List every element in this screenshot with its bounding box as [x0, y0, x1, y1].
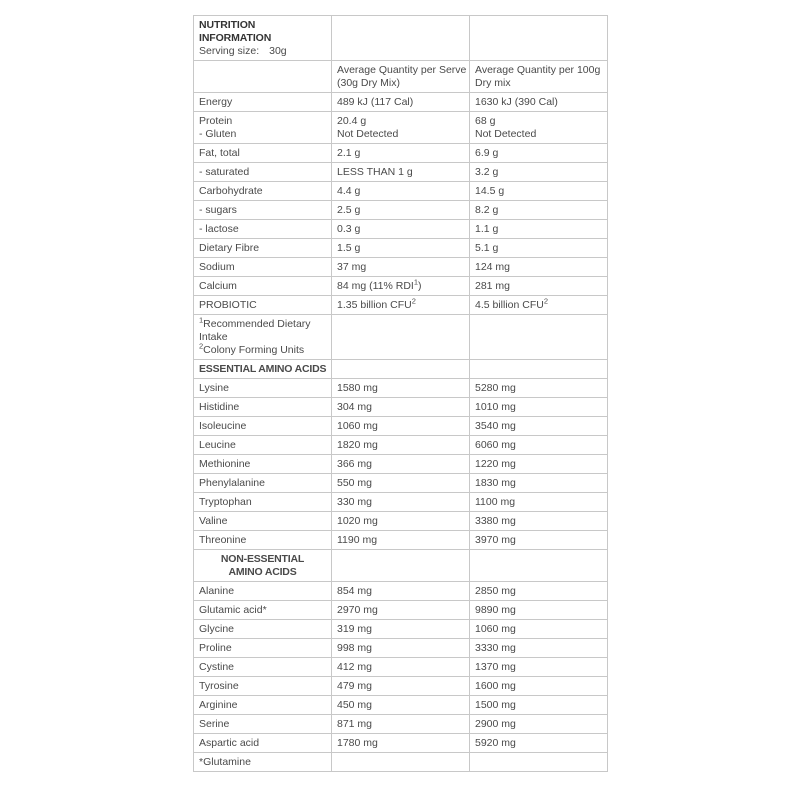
- table-row: [194, 239, 608, 258]
- empty-cell: [470, 550, 608, 582]
- value-per-serve: 1.5 g: [332, 239, 470, 258]
- table-row: [194, 201, 608, 220]
- table-row: [194, 144, 608, 163]
- table-row: [194, 493, 608, 512]
- value-per-serve: 37 mg: [332, 258, 470, 277]
- nutrient-label: Lysine: [194, 379, 332, 398]
- empty-cell: [332, 753, 470, 772]
- value-per-serve: 550 mg: [332, 474, 470, 493]
- nutrient-label: Dietary Fibre: [194, 239, 332, 258]
- table-row: [194, 601, 608, 620]
- value-per-serve: 84 mg (11% RDI$^1$): [332, 277, 470, 296]
- value-per-100g: 6060 mg: [470, 436, 608, 455]
- value-per-serve: 854 mg: [332, 582, 470, 601]
- table-row: [194, 620, 608, 639]
- nutrient-label: Leucine: [194, 436, 332, 455]
- empty-cell: [194, 61, 332, 93]
- value-per-100g: 1010 mg: [470, 398, 608, 417]
- value-per-100g: 1630 kJ (390 Cal): [470, 93, 608, 112]
- nutrient-label: Sodium: [194, 258, 332, 277]
- table-row: [194, 112, 608, 144]
- table-row: [194, 639, 608, 658]
- table-row: [194, 258, 608, 277]
- table-title: NUTRITION INFORMATION: [199, 18, 272, 44]
- serving-size-value: 30g: [269, 44, 287, 57]
- value-per-serve: 2.1 g: [332, 144, 470, 163]
- value-per-serve: LESS THAN 1 g: [332, 163, 470, 182]
- value-per-serve: 0.3 g: [332, 220, 470, 239]
- value-per-serve: 412 mg: [332, 658, 470, 677]
- value-per-100g: 3330 mg: [470, 639, 608, 658]
- table-row: [194, 182, 608, 201]
- nutrient-label: Glutamic acid*: [194, 601, 332, 620]
- value-per-serve: 1580 mg: [332, 379, 470, 398]
- value-per-100g: 14.5 g: [470, 182, 608, 201]
- table-row: [194, 753, 608, 772]
- value-per-serve: 1020 mg: [332, 512, 470, 531]
- nutrient-label: Valine: [194, 512, 332, 531]
- value-per-100g: 2900 mg: [470, 715, 608, 734]
- nutrient-label: Isoleucine: [194, 417, 332, 436]
- table-row: [194, 734, 608, 753]
- table-row: [194, 658, 608, 677]
- nutrient-label: Proline: [194, 639, 332, 658]
- empty-cell: [332, 315, 470, 360]
- table-row: [194, 512, 608, 531]
- empty-cell: [470, 16, 608, 61]
- value-per-100g: 281 mg: [470, 277, 608, 296]
- value-per-serve: 20.4 g Not Detected: [332, 112, 470, 144]
- value-per-serve: 366 mg: [332, 455, 470, 474]
- nutrient-label: Histidine: [194, 398, 332, 417]
- nutrient-label: - lactose: [194, 220, 332, 239]
- nutrient-label: Calcium: [194, 277, 332, 296]
- value-per-serve: 304 mg: [332, 398, 470, 417]
- empty-cell: [470, 315, 608, 360]
- nutrient-label: Methionine: [194, 455, 332, 474]
- empty-cell: [470, 753, 608, 772]
- title-row: [194, 16, 608, 61]
- serving-size: [199, 45, 326, 58]
- table-row: [194, 582, 608, 601]
- empty-cell: [332, 16, 470, 61]
- value-per-100g: 1500 mg: [470, 696, 608, 715]
- nutrient-label: Protein - Gluten: [194, 112, 332, 144]
- value-per-serve: 450 mg: [332, 696, 470, 715]
- nutrient-label: Tryptophan: [194, 493, 332, 512]
- value-per-100g: 68 g Not Detected: [470, 112, 608, 144]
- nutrient-label: Energy: [194, 93, 332, 112]
- nutrient-label: Aspartic acid: [194, 734, 332, 753]
- empty-cell: [470, 360, 608, 379]
- value-per-100g: 5.1 g: [470, 239, 608, 258]
- value-per-100g: 124 mg: [470, 258, 608, 277]
- value-per-serve: 2.5 g: [332, 201, 470, 220]
- value-per-100g: 1100 mg: [470, 493, 608, 512]
- table-row: [194, 436, 608, 455]
- value-per-serve: 2970 mg: [332, 601, 470, 620]
- value-per-serve: 1.35 billion CFU$^2$: [332, 296, 470, 315]
- table-row: [194, 277, 608, 296]
- table-row: [194, 296, 608, 315]
- value-per-100g: 6.9 g: [470, 144, 608, 163]
- nutrient-label: Phenylalanine: [194, 474, 332, 493]
- nutrient-label: Alanine: [194, 582, 332, 601]
- title-cell: [194, 16, 332, 61]
- value-per-100g: 3970 mg: [470, 531, 608, 550]
- value-per-100g: 1600 mg: [470, 677, 608, 696]
- table-row: [194, 474, 608, 493]
- value-per-serve: 1190 mg: [332, 531, 470, 550]
- value-per-100g: 3380 mg: [470, 512, 608, 531]
- table-row: [194, 398, 608, 417]
- value-per-serve: 998 mg: [332, 639, 470, 658]
- value-per-serve: 319 mg: [332, 620, 470, 639]
- col-header-per-serve: Average Quantity per Serve (30g Dry Mix): [332, 61, 470, 93]
- nutrient-label: Fat, total: [194, 144, 332, 163]
- empty-cell: [332, 550, 470, 582]
- nutrient-label: $^1$Recommended Dietary Intake $^2$Colony Forming Units: [194, 315, 332, 360]
- nutrient-label: Arginine: [194, 696, 332, 715]
- value-per-serve: 489 kJ (117 Cal): [332, 93, 470, 112]
- nutrition-panel: [193, 15, 608, 772]
- nutrient-label: Threonine: [194, 531, 332, 550]
- value-per-100g: 5920 mg: [470, 734, 608, 753]
- value-per-serve: 330 mg: [332, 493, 470, 512]
- value-per-serve: 871 mg: [332, 715, 470, 734]
- nutrient-label: Glycine: [194, 620, 332, 639]
- value-per-serve: 1820 mg: [332, 436, 470, 455]
- value-per-100g: 5280 mg: [470, 379, 608, 398]
- nutrient-label: ESSENTIAL AMINO ACIDS: [194, 360, 332, 379]
- table-row: [194, 715, 608, 734]
- value-per-100g: 1060 mg: [470, 620, 608, 639]
- table-row: [194, 531, 608, 550]
- nutrition-table: [193, 15, 608, 772]
- value-per-serve: 479 mg: [332, 677, 470, 696]
- value-per-100g: 9890 mg: [470, 601, 608, 620]
- nutrient-label: Cystine: [194, 658, 332, 677]
- value-per-serve: 1780 mg: [332, 734, 470, 753]
- nutrient-label: - saturated: [194, 163, 332, 182]
- col-header-per-100g: Average Quantity per 100g Dry mix: [470, 61, 608, 93]
- table-row: [194, 417, 608, 436]
- value-per-serve: 1060 mg: [332, 417, 470, 436]
- table-row: [194, 677, 608, 696]
- table-row: [194, 220, 608, 239]
- section-header-row: [194, 360, 608, 379]
- value-per-100g: 1.1 g: [470, 220, 608, 239]
- nutrient-label: Serine: [194, 715, 332, 734]
- section-header-row: [194, 550, 608, 582]
- nutrient-label: *Glutamine: [194, 753, 332, 772]
- table-row: [194, 696, 608, 715]
- value-per-100g: 1220 mg: [470, 455, 608, 474]
- value-per-100g: 3.2 g: [470, 163, 608, 182]
- value-per-100g: 2850 mg: [470, 582, 608, 601]
- footnote-row: [194, 315, 608, 360]
- nutrient-label: - sugars: [194, 201, 332, 220]
- table-row: [194, 163, 608, 182]
- nutrient-label: NON-ESSENTIAL AMINO ACIDS: [194, 550, 332, 582]
- value-per-100g: 1370 mg: [470, 658, 608, 677]
- value-per-100g: 3540 mg: [470, 417, 608, 436]
- table-row: [194, 455, 608, 474]
- value-per-100g: 4.5 billion CFU$^2$: [470, 296, 608, 315]
- column-header-row: [194, 61, 608, 93]
- table-row: [194, 379, 608, 398]
- empty-cell: [332, 360, 470, 379]
- value-per-100g: 8.2 g: [470, 201, 608, 220]
- nutrient-label: Tyrosine: [194, 677, 332, 696]
- table-row: [194, 93, 608, 112]
- value-per-serve: 4.4 g: [332, 182, 470, 201]
- nutrient-label: PROBIOTIC: [194, 296, 332, 315]
- serving-size-label: Serving size:: [199, 44, 260, 57]
- nutrient-label: Carbohydrate: [194, 182, 332, 201]
- value-per-100g: 1830 mg: [470, 474, 608, 493]
